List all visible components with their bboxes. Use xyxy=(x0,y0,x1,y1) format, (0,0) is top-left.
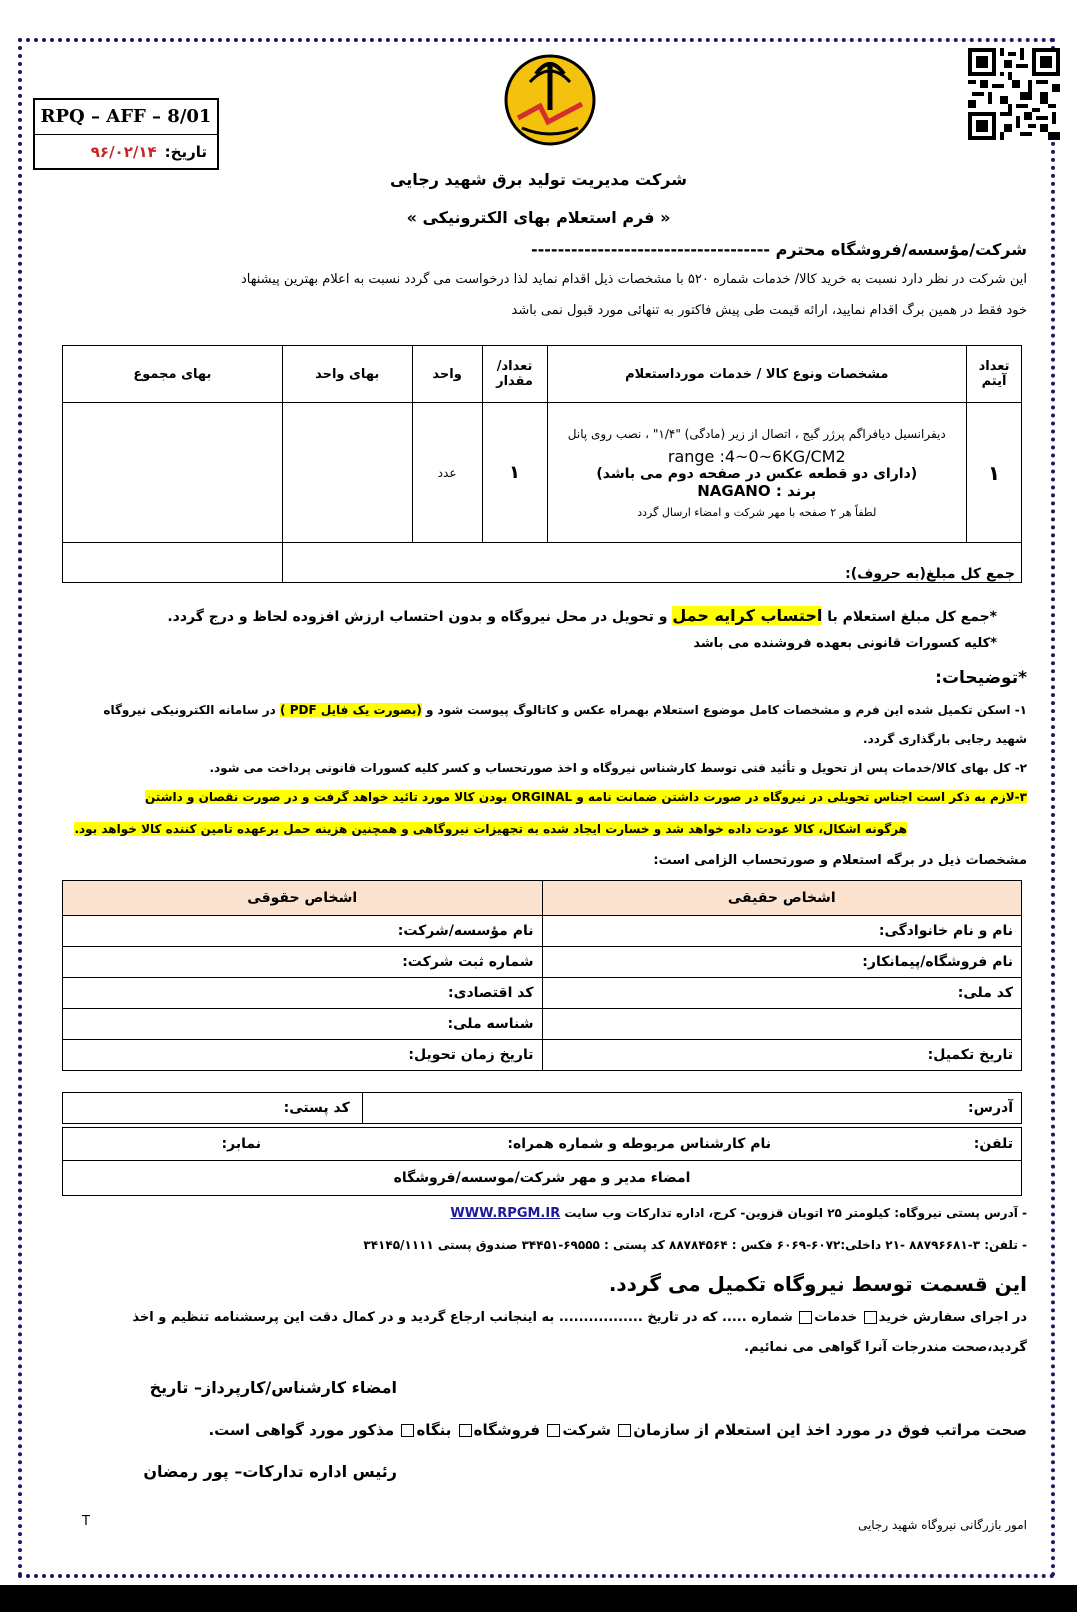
note-freight-post: و تحویل در محل نیروگاه و بدون احتساب ارزش افزوده لحاظ و درج گردد. xyxy=(167,609,668,625)
info-row xyxy=(63,1009,1022,1040)
date-value: ۹۶/۰۲/۱۴ xyxy=(90,143,157,161)
website-link[interactable]: WWW.RPGM.IR xyxy=(450,1206,561,1221)
company-name: شرکت مدیریت تولید برق شهید رجایی xyxy=(390,170,687,189)
col-quantity: تعداد/ مقدار xyxy=(482,346,547,403)
specs-title: مشخصات ذیل در برگه استعلام و صورتحساب الزامی است: xyxy=(653,853,1027,868)
date-label: تاریخ: xyxy=(164,143,207,161)
legal-field-registration[interactable]: شماره ثبت شرکت: xyxy=(63,947,543,978)
real-persons-header: اشخاص حقیقی xyxy=(542,881,1022,916)
plant-section-title: این قسمت توسط نیروگاه تکمیل می گردد. xyxy=(608,1272,1027,1296)
intro-line-2: خود فقط در همین برگ اقدام نمایید، ارائه قیمت طی پیش فاکتور به تنهائی مورد قبول نمی باشد xyxy=(511,303,1027,318)
total-in-words-label: جمع کل مبلغ(به حروف): xyxy=(282,543,1021,583)
desc-line-4: برند : NAGANO xyxy=(697,481,817,500)
col-unit-price: بهای واحد xyxy=(282,346,412,403)
legal-field-delivery-date[interactable]: تاریخ زمان تحویل: xyxy=(63,1040,543,1071)
manager-signature-field[interactable]: امضاء مدیر و مهر شرکت/موسسه/فروشگاه xyxy=(63,1161,1022,1196)
real-field-completion-date[interactable]: تاریخ تکمیل: xyxy=(542,1040,1022,1071)
desc-line-5: لطفاً هر ۲ صفحه با مهر شرکت و امضاء ارسال گردد xyxy=(637,505,877,519)
table-row xyxy=(63,403,1022,543)
col-item-no: تعداد آیتم xyxy=(967,346,1022,403)
col-total-price: بهای مجموع xyxy=(63,346,283,403)
qr-code xyxy=(968,48,1060,140)
legal-persons-header: اشخاص حقوقی xyxy=(63,881,543,916)
plant-address xyxy=(47,1206,1027,1221)
phone-info-table xyxy=(62,1127,1022,1196)
plant-contact: - تلفن: ۳-۸۸۷۹۶۶۸۱ -۲۱ داخلی:۶۰۷۲-۶۰۶۹ فکس : ۸۸۷۸۴۵۶۴ کد پستی : ۶۹۵۵۵-۳۴۴۵۱ صندوق پستی ۳۴۱۴۵/۱۱۱۱ xyxy=(363,1238,1027,1252)
explanation-1-post: در سامانه الکترونیکی نیروگاه xyxy=(103,703,276,717)
checkbox-services[interactable] xyxy=(799,1311,812,1324)
real-field-store[interactable]: نام فروشگاه/پیمانکار: xyxy=(542,947,1022,978)
col-unit: واحد xyxy=(412,346,482,403)
real-field-national-code[interactable]: کد ملی: xyxy=(542,978,1022,1009)
checkbox-company[interactable] xyxy=(547,1424,560,1437)
item-unit-price[interactable] xyxy=(282,403,412,543)
footer-department: امور بازرگانی نیروگاه شهید رجایی xyxy=(857,1518,1027,1532)
explanation-1 xyxy=(47,703,1027,717)
form-title: « فرم استعلام بهای الکترونیکی » xyxy=(406,208,671,227)
real-field-name[interactable]: نام و نام خانوادگی: xyxy=(542,916,1022,947)
expert-signature: امضاء کارشناس/کارپرداز– تاریخ xyxy=(149,1378,397,1397)
plant-address-text: - آدرس پستی نیروگاه: کیلومتر ۲۵ اتوبان قزوین- کرج، اداره تدارکات وب سایت xyxy=(564,1206,1027,1220)
explanation-1-highlight: (بصورت یک فایل PDF ) xyxy=(280,703,422,717)
legal-field-company[interactable]: نام مؤسسه/شرکت: xyxy=(63,916,543,947)
salutation: شرکت/مؤسسه/فروشگاه محترم ------------------------------------ xyxy=(531,240,1027,259)
ref-code: RPQ – AFF – 8/01 xyxy=(35,100,217,135)
date-row xyxy=(35,135,217,169)
total-row xyxy=(63,543,1022,583)
legal-field-national-id[interactable]: شناسه ملی: xyxy=(63,1009,543,1040)
note-freight-highlight: احتساب کرایه حمل xyxy=(672,606,823,625)
items-table xyxy=(62,345,1022,583)
vendor-info-table xyxy=(62,880,1022,1071)
item-total-price[interactable] xyxy=(63,403,283,543)
address-field[interactable]: آدرس: xyxy=(362,1093,1021,1124)
address-row xyxy=(63,1093,1022,1124)
explanation-3-line-1: ۳-لازم به ذکر است اجناس تحویلی در نیروگاه در صورت داشتن ضمانت نامه و ORGINAL بودن کالا مورد تائید خواهد گرفت و در صورت نقصان و داشتن xyxy=(145,790,1027,804)
note-freight-pre: *جمع کل مبلغ استعلام با xyxy=(827,609,997,625)
desc-line-3: (دارای دو قطعه عکس در صفحه دوم می باشد) xyxy=(596,465,918,482)
checkbox-agency[interactable] xyxy=(401,1424,414,1437)
info-header-row xyxy=(63,881,1022,916)
postal-code-field[interactable]: کد پستی: xyxy=(63,1093,363,1124)
table-header-row xyxy=(63,346,1022,403)
bottom-bar xyxy=(0,1585,1077,1612)
footer-mark: T xyxy=(82,1514,90,1529)
info-row xyxy=(63,947,1022,978)
info-row xyxy=(63,1040,1022,1071)
checkbox-organization[interactable] xyxy=(618,1424,631,1437)
note-deductions: *کلیه کسورات قانونی بعهده فروشنده می باشد xyxy=(693,636,997,651)
info-row xyxy=(63,978,1022,1009)
item-quantity: ۱ xyxy=(482,403,547,543)
item-description xyxy=(547,403,967,543)
head-of-procurement: رئیس اداره تدارکات– پور رمضان xyxy=(143,1462,397,1481)
checkbox-purchase[interactable] xyxy=(864,1311,877,1324)
company-logo xyxy=(500,48,600,148)
total-in-words-field[interactable] xyxy=(63,543,283,583)
col-description: مشخصات ونوع کالا / خدمات مورداستعلام xyxy=(547,346,967,403)
desc-line-1: دیفرانسیل دیافراگم پرژر گیج ، اتصال از زیر (مادگی) "۱/۴" ، نصب روی پانل xyxy=(567,426,946,441)
real-field-empty[interactable] xyxy=(542,1009,1022,1040)
contact-info-table xyxy=(62,1092,1022,1124)
signature-row xyxy=(63,1161,1022,1196)
explanation-1-pre: ۱- اسکن تکمیل شده این فرم و مشخصات کامل موضوع استعلام بهمراه عکس و کاتالوگ پیوست شود و xyxy=(426,703,1027,717)
plant-line-2: گردید،صحت مندرجات آنرا گواهی می نمائیم. xyxy=(744,1340,1027,1355)
phone-field[interactable]: تلفن: xyxy=(973,1136,1013,1152)
plant-line-1: در اجرای سفارش خرید خدمات شماره ..... که در تاریخ ................. به اینجانب ارجاع گردید و در کمال دقت این پرسشنامه تنظیم و اخذ xyxy=(132,1310,1027,1325)
explanations-title: *توضیحات: xyxy=(935,668,1027,688)
info-row xyxy=(63,916,1022,947)
explanation-1-line-2: شهید رجایی بارگذاری گردد. xyxy=(863,732,1027,746)
checkbox-store[interactable] xyxy=(459,1424,472,1437)
item-number: ۱ xyxy=(967,403,1022,543)
phone-row xyxy=(63,1128,1022,1161)
intro-line-1: این شرکت در نظر دارد نسبت به خرید کالا/ خدمات شماره ۵۲۰ با مشخصات ذیل اقدام نماید لذا درخواست می گردد نسبت به اعلام بهترین پیشنهاد xyxy=(241,272,1027,287)
item-unit: عدد xyxy=(412,403,482,543)
expert-field[interactable]: نام کارشناس مربوطه و شماره همراه: xyxy=(507,1136,771,1152)
verification-line: صحت مراتب فوق در مورد اخذ این استعلام از سازمان شرکت فروشگاه بنگاه مذکور مورد گواهی است. xyxy=(208,1421,1027,1439)
reference-box xyxy=(33,98,219,170)
fax-field[interactable]: نمابر: xyxy=(221,1136,261,1152)
explanation-3-line-2: هرگونه اشکال، کالا عودت داده خواهد شد و خسارت ایجاد شده به تجهیزات نیروگاهی و همچنین هزینه حمل برعهده تامین کننده کالا خواهد بود. xyxy=(74,822,907,836)
legal-field-economic-code[interactable]: کد اقتصادی: xyxy=(63,978,543,1009)
desc-line-2: range :4~0~6KG/CM2 xyxy=(667,446,846,466)
note-freight xyxy=(57,606,997,625)
explanation-2: ۲- کل بهای کالا/خدمات پس از تحویل و تأئید فنی توسط کارشناس نیروگاه و اخذ صورتحساب و کسر کلیه کسورات قانونی پرداخت می شود. xyxy=(209,761,1027,775)
